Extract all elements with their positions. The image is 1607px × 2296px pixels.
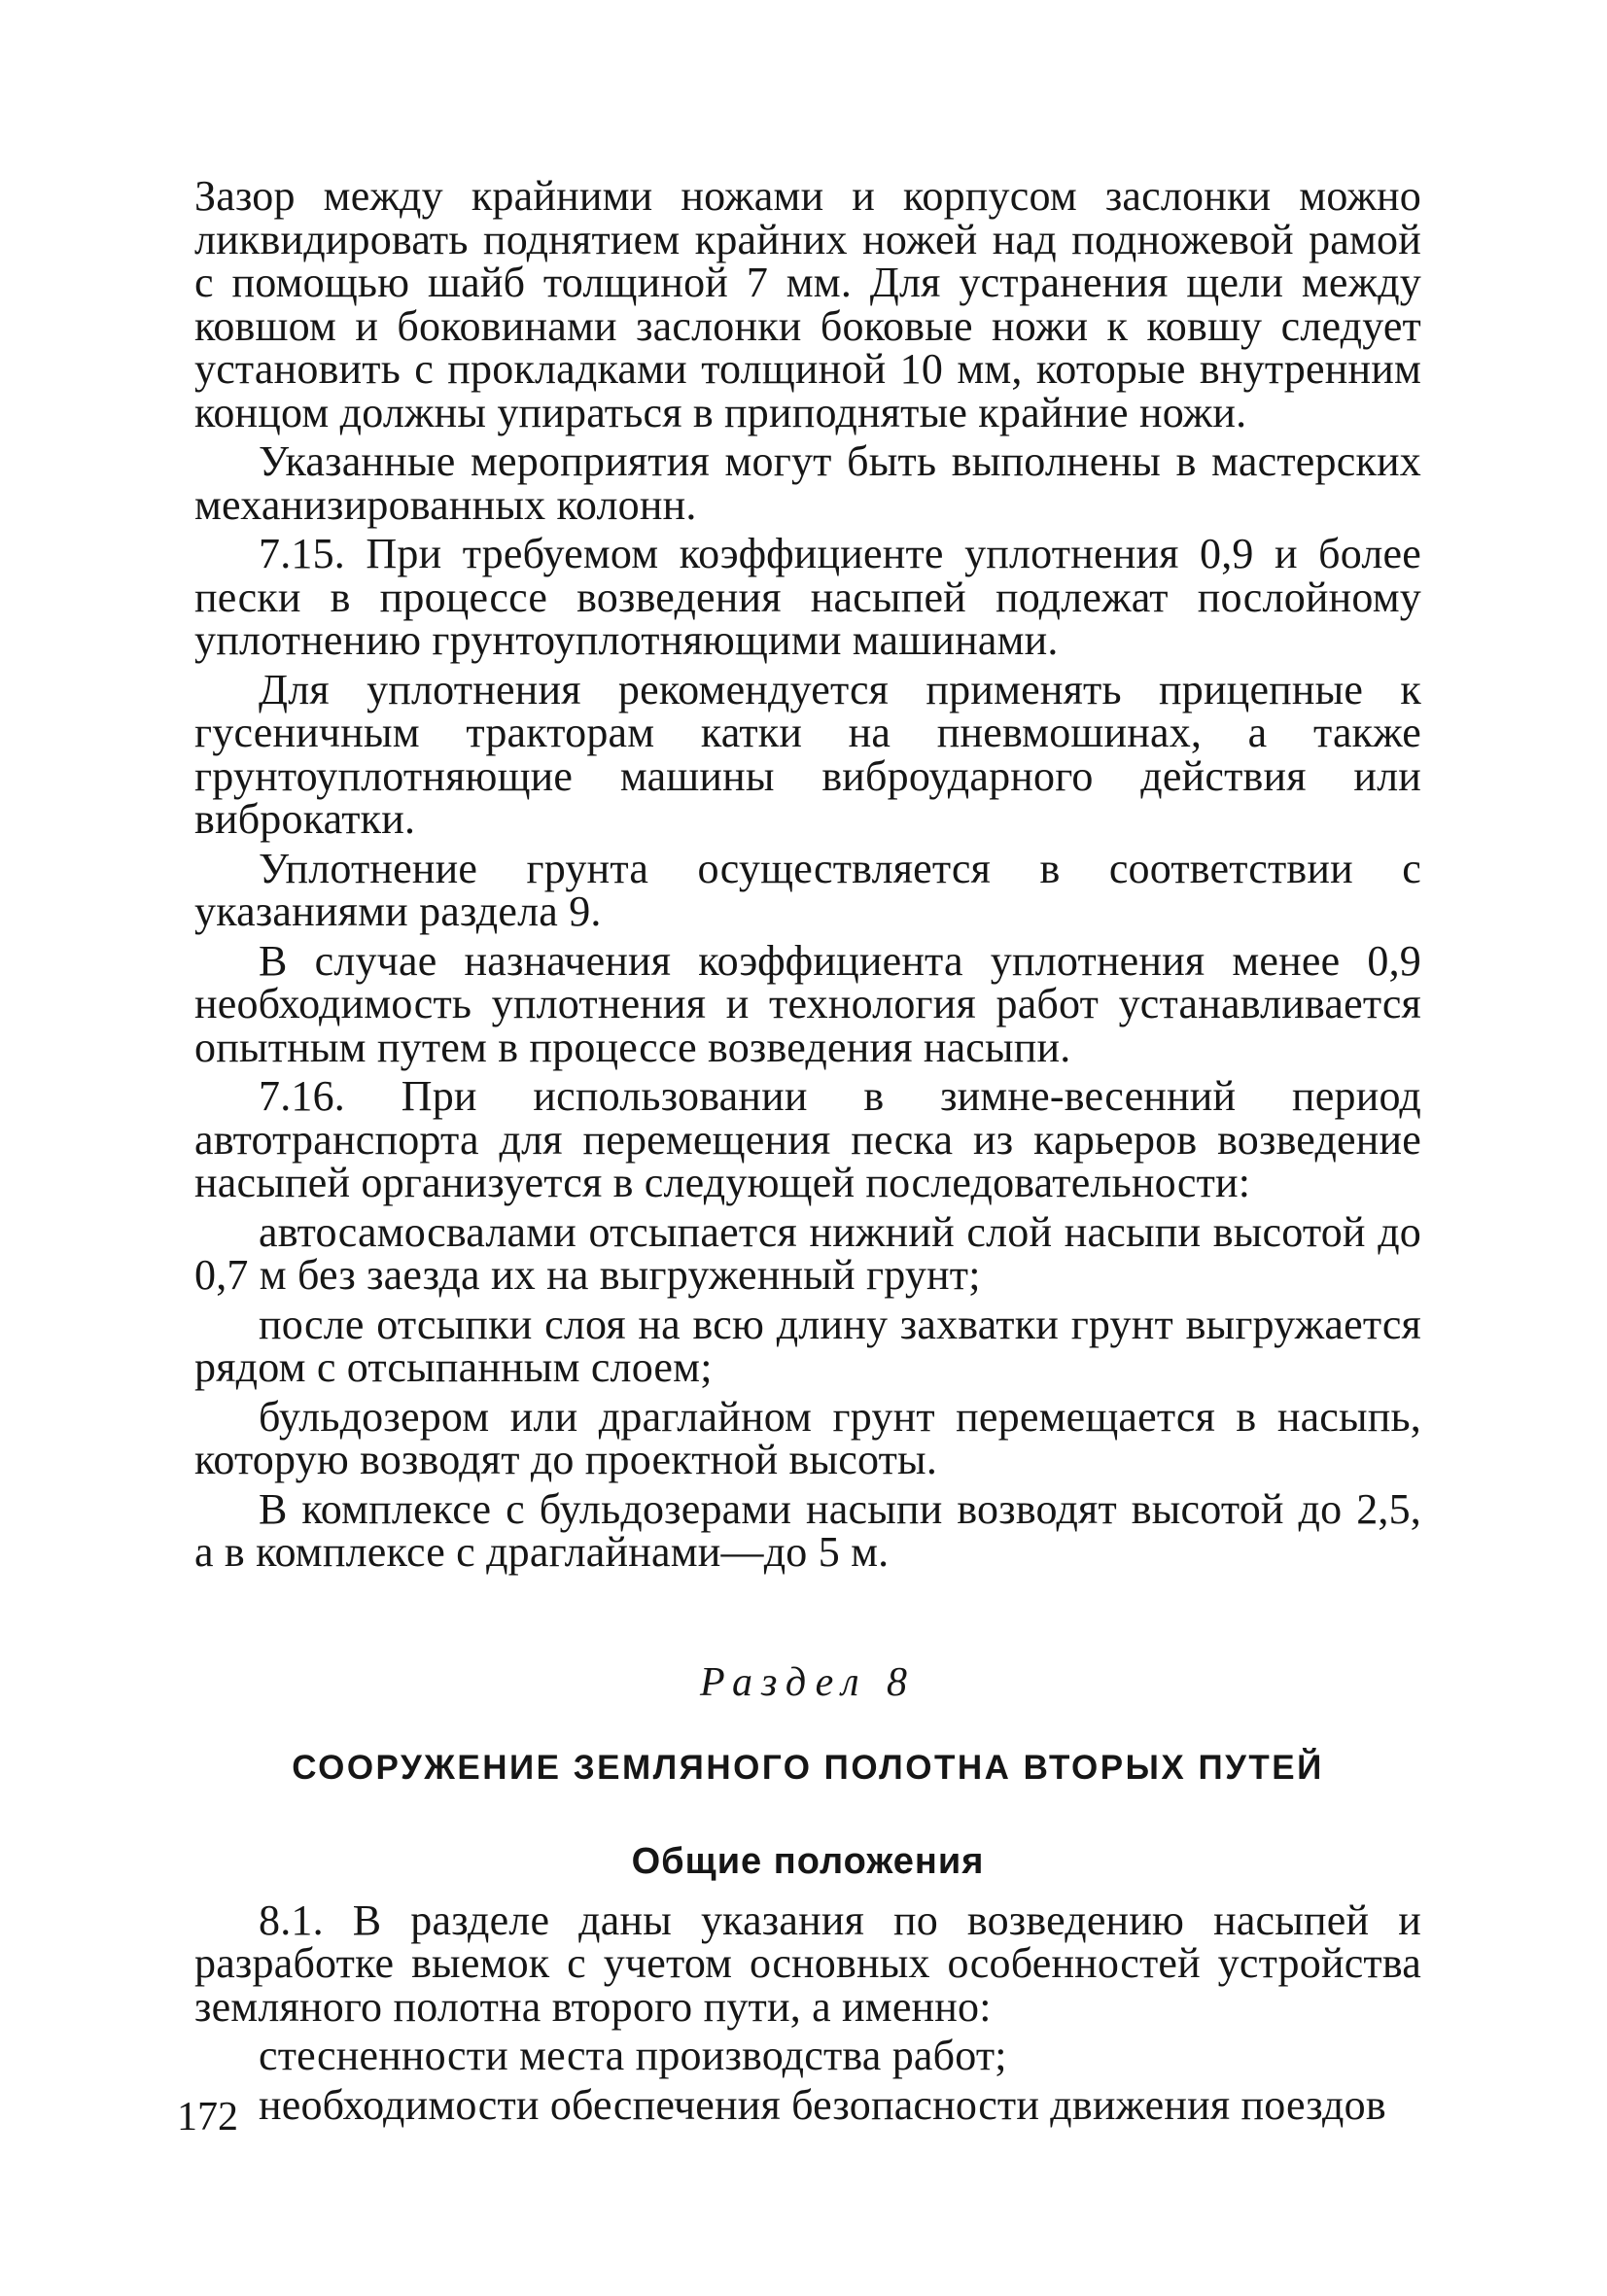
- paragraph-knife-gap: Зазор между крайними ножами и корпусом заслонки можно ликвидировать поднятием крайних ножей над подножевой рамой с помощью шайб толщиной 7 мм. Для устранения щели между ковшом и боковинами заслонки боковые ножи к ковшу следует установить с прокладками толщиной 10 мм, которые внутренним концом должны упираться в приподнятые крайние ножи.: [194, 172, 1421, 436]
- section-title: СООРУЖЕНИЕ ЗЕМЛЯНОГО ПОЛОТНА ВТОРЫХ ПУТЕЙ: [292, 1748, 1324, 1787]
- paragraph-7-15: 7.15. При требуемом коэффициенте уплотнения 0,9 и более пески в процессе возведения насыпей подлежат послойному уплотнению грунтоуплотняющими машинами.: [194, 530, 1421, 664]
- paragraph-compaction-reference: Уплотнение грунта осуществляется в соответствии с указаниями раздела 9.: [194, 844, 1421, 935]
- paragraph-compaction-machines: Для уплотнения рекомендуется применять прицепные к гусеничным тракторам катки на пневмошинах, а также грунтоуплотняющие машины виброударного действия или виброкатки.: [194, 665, 1421, 843]
- paragraph-7-16: 7.16. При использовании в зимне-весенний период автотранспорта для перемещения песка из карьеров возведение насыпей организуется в следующей последовательности:: [194, 1072, 1421, 1206]
- list-item-train-safety: необходимости обеспечения безопасности движения поездов: [259, 2080, 1386, 2129]
- paragraph-workshop-measures: Указанные мероприятия могут быть выполнены в мастерских механизированных колонн.: [194, 437, 1421, 529]
- list-item-unloading: после отсыпки слоя на всю длину захватки грунт выгружается рядом с отсыпанным слоем;: [194, 1300, 1421, 1391]
- list-item-dump-trucks: автосамосвалами отсыпается нижний слой насыпи высотой до 0,7 м без заезда их на выгруженный грунт;: [194, 1207, 1421, 1299]
- paragraph-low-coefficient: В случае назначения коэффициента уплотнения менее 0,9 необходимость уплотнения и технология работ устанавливается опытным путем в процессе возведения насыпи.: [194, 936, 1421, 1071]
- subsection-title: Общие положения: [631, 1840, 985, 1882]
- paragraph-heights: В комплексе с бульдозерами насыпи возводят высотой до 2,5, а в комплексе с драглайнами—до 5 м.: [194, 1484, 1421, 1576]
- page-number: 172: [177, 2095, 238, 2139]
- list-item-cramped-site: стесненности места производства работ;: [259, 2032, 1007, 2079]
- list-item-bulldozer: бульдозером или драглайном грунт перемещается в насыпь, которую возводят до проектной высоты.: [194, 1392, 1421, 1483]
- paragraph-8-1: 8.1. В разделе даны указания по возведению насыпей и разработке выемок с учетом основных особенностей устройства земляного полотна второго пути, а именно:: [194, 1896, 1421, 2031]
- section-label: Раздел 8: [699, 1659, 917, 1705]
- document-page: [194, 172, 1421, 2129]
